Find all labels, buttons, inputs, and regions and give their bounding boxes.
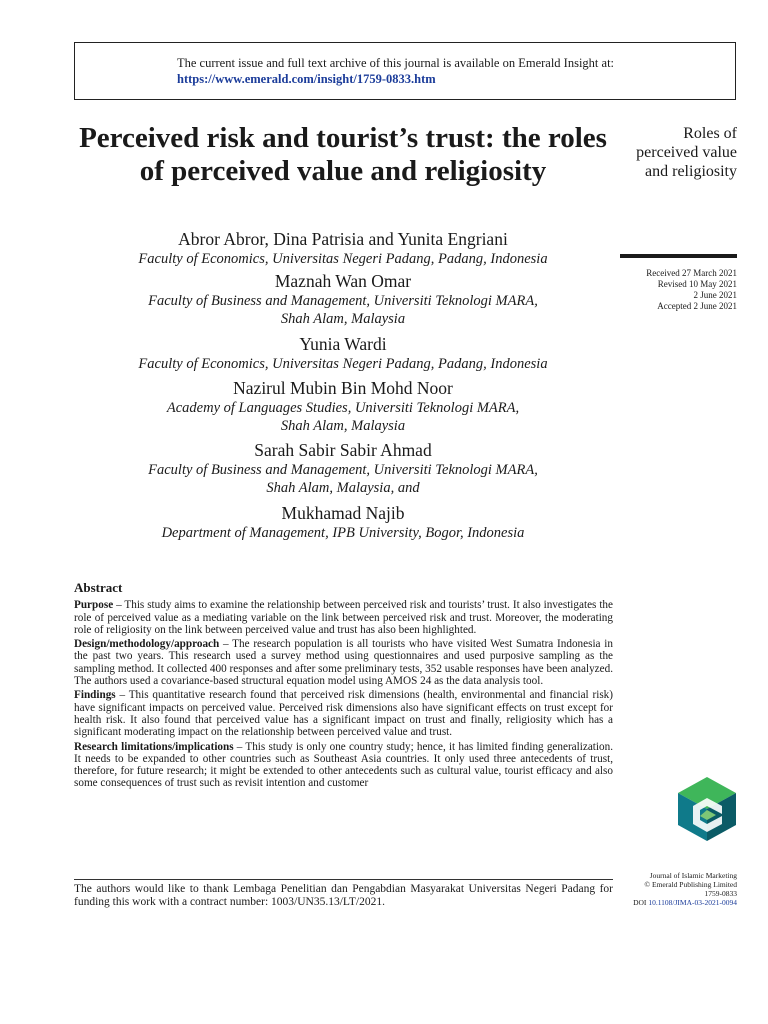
funding-footnote: The authors would like to thank Lembaga Penelitian dan Pengabdian Masyarakat Universitas Negeri Padang for funding this work with a contract number: 1003/UN35.13/LT/2021. (74, 879, 613, 909)
author-name[interactable]: Mukhamad Najib (281, 503, 405, 523)
issn: 1759-0833 (704, 889, 737, 898)
abstract-limitations (74, 741, 613, 790)
publisher: © Emerald Publishing Limited (644, 880, 737, 889)
abstract-section (74, 582, 613, 792)
author-name[interactable]: Dina Patrisia (273, 229, 365, 249)
author-affiliation: Faculty of Business and Management, Universiti Teknologi MARA, (148, 293, 538, 309)
author-name[interactable]: Sarah Sabir Sabir Ahmad (254, 440, 432, 460)
archive-url-link[interactable]: https://www.emerald.com/insight/1759-0833.htm (177, 72, 436, 86)
received-date: Received 27 March 2021 (646, 268, 737, 278)
accepted-date: Accepted 2 June 2021 (657, 301, 737, 311)
section-text: – This quantitative research found that perceived risk dimensions (health, environmental and financial risk) have significant impacts on perceived value. Perceived risk dimensions also have significant effects on trust except for health risk. It also found that perceived value has a significant impact on trust and finally, religiosity which has a significant moderating impact on the relationship between perceived value and trust. (74, 689, 613, 739)
doi-link[interactable]: 10.1108/JIMA-03-2021-0094 (648, 898, 737, 907)
author-affiliation: Shah Alam, Malaysia, and (266, 480, 420, 496)
author-affiliation: Shah Alam, Malaysia (280, 311, 406, 327)
history-dates (620, 268, 737, 312)
author-name[interactable]: Nazirul Mubin Bin Mohd Noor (233, 378, 453, 398)
author-affiliation: Faculty of Economics, Universitas Negeri Padang, Padang, Indonesia (138, 251, 548, 267)
side-divider (620, 254, 737, 258)
author-names (74, 229, 612, 250)
abstract-heading: Abstract (74, 580, 123, 595)
author-block (74, 503, 612, 542)
journal-info (620, 871, 737, 907)
section-text: – The research population is all tourists who have visited West Sumatra Indonesia in the past two years. This research used a survey method using questionnaires and used purposive sampling as the sampling method. It collected 400 responses and after some preliminary tests, 352 usable responses have been analyzed. The authors used a covariance-based structural equation model using AMOS 24 as the data analysis tool. (74, 638, 613, 688)
doi-label: DOI (633, 898, 647, 907)
author-name[interactable]: Maznah Wan Omar (274, 271, 412, 291)
author-block (74, 229, 612, 268)
journal-name: Journal of Islamic Marketing (649, 871, 737, 880)
author-name[interactable]: Abror Abror (178, 229, 265, 249)
author-name[interactable]: Yunita Engriani (397, 229, 508, 249)
section-label: Findings (74, 689, 116, 702)
revised-date: Revised 10 May 2021 (657, 279, 737, 289)
section-label: Purpose (74, 599, 114, 612)
doi-line (620, 898, 737, 907)
author-affiliation: Faculty of Economics, Universitas Negeri Padang, Padang, Indonesia (138, 356, 548, 372)
author-separator: and (364, 229, 398, 249)
author-block (74, 271, 612, 328)
author-list (74, 229, 612, 542)
abstract-design (74, 638, 613, 687)
archive-notice-text: The current issue and full text archive of this journal is available on Emerald Insight at: (177, 56, 615, 70)
author-separator: , (264, 229, 274, 249)
archive-notice-box (74, 42, 736, 100)
author-block (74, 334, 612, 373)
abstract-purpose (74, 599, 613, 636)
author-affiliation: Academy of Languages Studies, Universiti Teknologi MARA, (166, 400, 520, 416)
running-title: Roles of perceived value and religiosity (636, 125, 737, 180)
author-affiliation: Department of Management, IPB University, Bogor, Indonesia (161, 525, 525, 541)
author-affiliation: Shah Alam, Malaysia (280, 418, 406, 434)
section-label: Design/methodology/approach (74, 638, 220, 651)
revised-date-2: 2 June 2021 (693, 290, 737, 300)
abstract-findings (74, 689, 613, 738)
section-text: – This study aims to examine the relationship between perceived risk and tourists’ trust. It also investigates the role of perceived value as a mediating variable on the link between perceived risk and trust. Moreover, the moderating role of religiosity on the link between perceived value and trust has also been highlighted. (74, 599, 613, 636)
section-label: Research limitations/implications (74, 740, 234, 753)
section-text: – This study is only one country study; hence, it has limited finding generalization. It needs to be expanded to other countries such as Southeast Asia countries. It only used three antecedents of trust, therefore, for future research; it might be extended to other antecedents such as cultural value, tourist efficacy and also some consequences of trust such as revisit intention and customer (74, 740, 613, 790)
author-affiliation: Faculty of Business and Management, Universiti Teknologi MARA, (148, 462, 538, 478)
author-block (74, 440, 612, 497)
author-block (74, 378, 612, 435)
author-name[interactable]: Yunia Wardi (299, 334, 387, 354)
crossref-check-icon[interactable] (676, 776, 738, 842)
article-title: Perceived risk and tourist’s trust: the roles of perceived value and religiosity (79, 122, 607, 187)
